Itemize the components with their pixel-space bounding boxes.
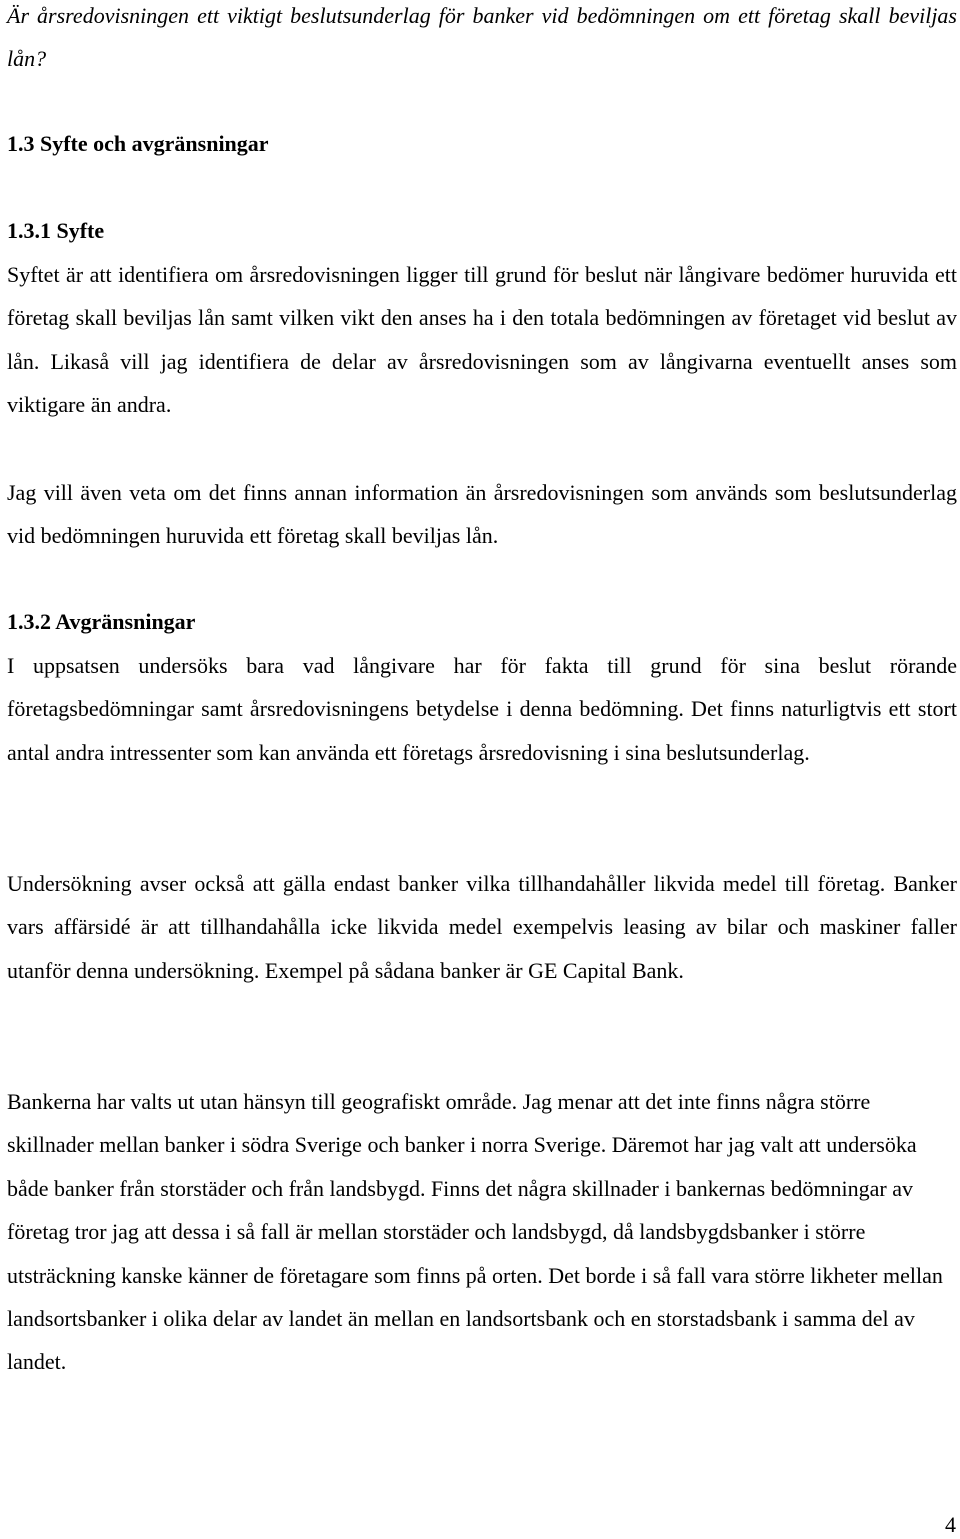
- paragraph-avgransningar-2: Undersökning avser också att gälla endast banker vilka tillhandahåller likvida medel till företag. Banker vars affärsidé är att tillhandahålla icke likvida medel exempelvis leasing av bilar och maskiner faller utanför denna undersökning. Exempel på sådana banker är GE Capital Bank.: [7, 871, 957, 983]
- subsection-heading-avgransningar: 1.3.2 Avgränsningar: [7, 609, 196, 634]
- paragraph-avgransningar-1: I uppsatsen undersöks bara vad långivare har för fakta till grund för sina beslut rörande företagsbedömningar samt årsredovisningens betydelse i denna bedömning. Det finns naturligtvis ett stort antal andra intressenter som kan använda ett företags årsredovisning i sina beslutsunderlag.: [7, 653, 957, 765]
- subsection-heading-syfte: 1.3.1 Syfte: [7, 218, 105, 243]
- research-question: Är årsredovisningen ett viktigt beslutsunderlag för banker vid bedömningen om ett företag skall beviljas lån?: [7, 3, 957, 71]
- paragraph-syfte-2: Jag vill även veta om det finns annan information än årsredovisningen som används som beslutsunderlag vid bedömningen huruvida ett företag skall beviljas lån.: [7, 480, 957, 549]
- paragraph-avgransningar-3: Bankerna har valts ut utan hänsyn till geografiskt område. Jag menar att det inte finns några större skillnader mellan banker i södra Sverige och banker i norra Sverige. Däremot har jag valt att undersöka både banker från storstäder och från landsbygd. Finns det några skillnader i bankernas bedömningar av företag tror jag att dessa i så fall är mellan storstäder och landsbygd, då landsbygdsbanker i större utsträckning kanske känner de företagare som finns på orten. Det borde i så fall vara större likheter mellan landsortsbanker i olika delar av landet än mellan en landsortsbank och en storstadsbank i samma del av landet.: [7, 1089, 943, 1375]
- paragraph-syfte-1: Syftet är att identifiera om årsredovisningen ligger till grund för beslut när långivare bedömer huruvida ett företag skall beviljas lån samt vilken vikt den anses ha i den totala bedömningen av företaget vid beslut av lån. Likaså vill jag identifiera de delar av årsredovisningen som av långivarna eventuellt anses som viktigare än andra.: [7, 262, 957, 418]
- page-number: 4: [945, 1512, 956, 1537]
- section-heading: 1.3 Syfte och avgränsningar: [7, 131, 269, 156]
